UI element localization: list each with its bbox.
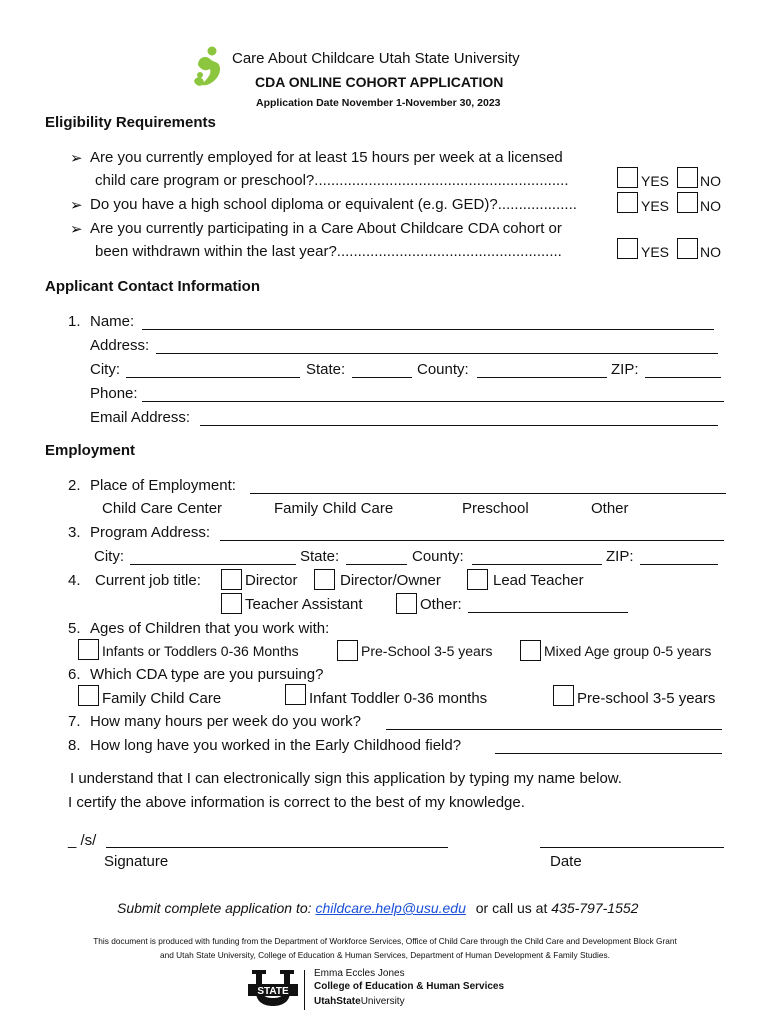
yes-label: YES: [641, 198, 670, 214]
program-address-field[interactable]: [220, 527, 724, 541]
item-number: 3.: [68, 524, 81, 541]
contact-heading: Applicant Contact Information: [45, 278, 260, 295]
footer-funding-line-1: This document is produced with funding from the Department of Workforce Services, Office of Child Care through the Child Care and Development Block Grant: [93, 936, 677, 946]
program-address-label: Program Address:: [90, 524, 211, 541]
signature-field[interactable]: [106, 834, 448, 848]
certify-line-1: I understand that I can electronically sign this application by typing my name below.: [70, 770, 622, 787]
cda-family-checkbox[interactable]: [78, 685, 99, 706]
bullet-icon: ➢: [70, 221, 83, 238]
item-number: 4.: [68, 572, 81, 589]
submit-suffix: or call us at: [475, 900, 548, 916]
place-of-employment-label: Place of Employment:: [90, 477, 236, 494]
yes-label: YES: [641, 244, 670, 260]
eligibility-question-2: Do you have a high school diploma or equivalent (e.g. GED)?...................: [90, 196, 577, 213]
logo-university: [314, 996, 405, 1007]
logo-university-regular: University: [360, 996, 405, 1007]
logo-state-text: STATE: [257, 986, 289, 997]
cda-family-label: Family Child Care: [102, 690, 222, 707]
age-infants-checkbox[interactable]: [78, 639, 99, 660]
eligibility-question-3-cont: been withdrawn within the last year?......................................................: [95, 243, 562, 260]
logo-college-line-1: Emma Eccles Jones: [314, 968, 405, 979]
job-other-label: Other:: [420, 596, 462, 613]
place-of-employment-field[interactable]: [250, 480, 726, 494]
name-label: Name:: [90, 313, 135, 330]
type-child-care-center[interactable]: Child Care Center: [102, 500, 223, 517]
q3-yes-checkbox[interactable]: [617, 238, 638, 259]
email-field[interactable]: [200, 412, 718, 426]
no-label: NO: [700, 198, 721, 214]
age-mixed-label: Mixed Age group 0-5 years: [544, 643, 712, 659]
eligibility-question-3: Are you currently participating in a Care About Childcare CDA cohort or: [90, 220, 562, 237]
job-teacher-assistant-label: Teacher Assistant: [245, 596, 363, 613]
employment-heading: Employment: [45, 442, 136, 459]
care-about-childcare-logo-icon: [192, 45, 224, 89]
city-field[interactable]: [126, 364, 300, 378]
no-label: NO: [700, 173, 721, 189]
certify-line-2: I certify the above information is correct to the best of my knowledge.: [68, 794, 525, 811]
program-county-field[interactable]: [472, 551, 602, 565]
phone-label: Phone:: [90, 385, 138, 402]
job-title-label: Current job title:: [95, 572, 201, 589]
job-teacher-assistant-checkbox[interactable]: [221, 593, 242, 614]
type-family-child-care[interactable]: Family Child Care: [274, 500, 394, 517]
footer-funding-line-2: and Utah State University, College of Education & Human Services, Department of Human Development & Family Studies.: [160, 950, 610, 960]
job-lead-teacher-checkbox[interactable]: [467, 569, 488, 590]
job-director-owner-label: Director/Owner: [340, 572, 441, 589]
program-county-label: County:: [412, 548, 464, 565]
q2-yes-checkbox[interactable]: [617, 192, 638, 213]
signature-label: Signature: [104, 853, 169, 870]
logo-college-line-2: College of Education & Human Services: [314, 981, 505, 992]
zip-label: ZIP:: [611, 361, 639, 378]
job-director-checkbox[interactable]: [221, 569, 242, 590]
ages-label: Ages of Children that you work with:: [90, 620, 330, 637]
phone-field[interactable]: [142, 388, 724, 402]
q1-no-checkbox[interactable]: [677, 167, 698, 188]
eligibility-question-1: Are you currently employed for at least 15 hours per week at a licensed: [90, 149, 563, 166]
yes-label: YES: [641, 173, 670, 189]
address-label: Address:: [90, 337, 150, 354]
years-worked-field[interactable]: [495, 740, 722, 754]
job-other-checkbox[interactable]: [396, 593, 417, 614]
type-other[interactable]: Other: [591, 500, 629, 517]
age-preschool-label: Pre-School 3-5 years: [361, 643, 493, 659]
submit-line: [117, 900, 638, 916]
hours-per-week-label: How many hours per week do you work?: [90, 713, 361, 730]
job-lead-teacher-label: Lead Teacher: [493, 572, 584, 589]
item-number: 5.: [68, 620, 81, 637]
submit-email-link[interactable]: childcare.help@usu.edu: [315, 900, 466, 916]
city-label: City:: [90, 361, 120, 378]
job-director-label: Director: [245, 572, 298, 589]
state-label: State:: [306, 361, 346, 378]
q3-no-checkbox[interactable]: [677, 238, 698, 259]
q1-yes-checkbox[interactable]: [617, 167, 638, 188]
cda-type-label: Which CDA type are you pursuing?: [90, 666, 324, 683]
item-number: 2.: [68, 477, 81, 494]
item-number: 7.: [68, 713, 81, 730]
cda-preschool-label: Pre-school 3-5 years: [577, 690, 716, 707]
email-label: Email Address:: [90, 409, 191, 426]
program-state-label: State:: [300, 548, 340, 565]
county-field[interactable]: [477, 364, 607, 378]
name-field[interactable]: [142, 316, 714, 330]
age-infants-label: Infants or Toddlers 0-36 Months: [102, 643, 299, 659]
form-title: CDA ONLINE COHORT APPLICATION: [255, 74, 504, 90]
cda-preschool-checkbox[interactable]: [553, 685, 574, 706]
eligibility-heading: Eligibility Requirements: [45, 114, 216, 131]
county-label: County:: [417, 361, 469, 378]
zip-field[interactable]: [645, 364, 721, 378]
cda-infant-toddler-label: Infant Toddler 0-36 months: [309, 690, 488, 707]
program-zip-field[interactable]: [640, 551, 718, 565]
item-number: 8.: [68, 737, 81, 754]
q2-no-checkbox[interactable]: [677, 192, 698, 213]
item-number: 6.: [68, 666, 81, 683]
job-director-owner-checkbox[interactable]: [314, 569, 335, 590]
age-mixed-checkbox[interactable]: [520, 640, 541, 661]
address-field[interactable]: [156, 340, 718, 354]
bullet-icon: ➢: [70, 150, 83, 167]
logo-divider: [304, 970, 305, 1010]
date-field[interactable]: [540, 834, 724, 848]
org-name: Care About Childcare Utah State University: [232, 50, 520, 67]
logo-university-bold: UtahState: [314, 996, 361, 1007]
hours-per-week-field[interactable]: [386, 716, 722, 730]
signature-prefix: _ /s/: [68, 832, 97, 849]
eligibility-question-1-cont: child care program or preschool?.............................................................: [95, 172, 569, 189]
utah-state-logo-icon: [248, 970, 298, 1012]
application-dates: Application Date November 1-November 30, 2023: [256, 97, 501, 109]
age-preschool-checkbox[interactable]: [337, 640, 358, 661]
date-label: Date: [550, 853, 582, 870]
program-city-field[interactable]: [130, 551, 296, 565]
state-field[interactable]: [352, 364, 412, 378]
no-label: NO: [700, 244, 721, 260]
bullet-icon: ➢: [70, 197, 83, 214]
cda-infant-toddler-checkbox[interactable]: [285, 684, 306, 705]
submit-prefix: Submit complete application to:: [117, 900, 312, 916]
program-state-field[interactable]: [346, 551, 407, 565]
years-worked-label: How long have you worked in the Early Childhood field?: [90, 737, 462, 754]
job-other-field[interactable]: [468, 599, 628, 613]
program-zip-label: ZIP:: [606, 548, 634, 565]
submit-phone: 435-797-1552: [551, 900, 639, 916]
program-city-label: City:: [94, 548, 124, 565]
type-preschool[interactable]: Preschool: [462, 500, 529, 517]
item-number: 1.: [68, 313, 81, 330]
